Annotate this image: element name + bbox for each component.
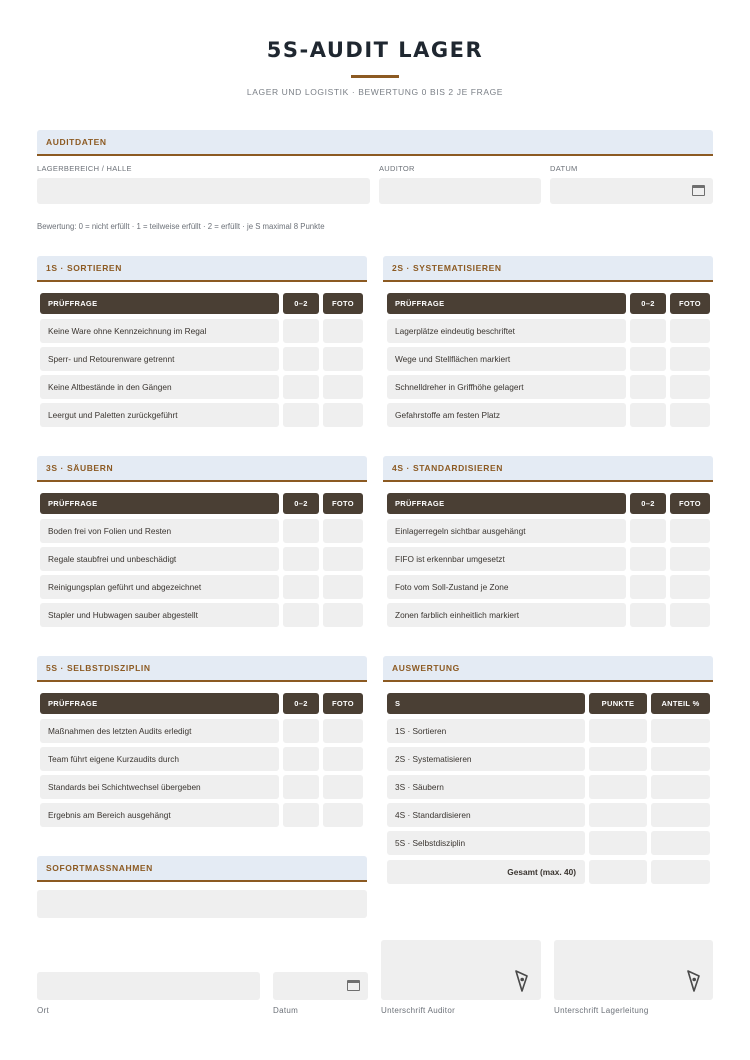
score-input[interactable] <box>630 603 666 627</box>
section-auswertung-heading: AUSWERTUNG <box>383 656 713 682</box>
anteil-field[interactable] <box>651 831 710 855</box>
anteil-total-field[interactable] <box>651 860 710 884</box>
ort-field[interactable] <box>37 972 260 1000</box>
foto-checkbox[interactable] <box>670 375 710 399</box>
score-input[interactable] <box>283 403 319 427</box>
datum-label: DATUM <box>550 164 578 173</box>
foto-checkbox[interactable] <box>670 519 710 543</box>
score-input[interactable] <box>283 519 319 543</box>
sofortmassnahmen-field[interactable] <box>37 890 367 918</box>
col-header-foto: FOTO <box>323 493 363 514</box>
anteil-field[interactable] <box>651 719 710 743</box>
title-rule <box>351 75 399 78</box>
foto-checkbox[interactable] <box>670 575 710 599</box>
auswertung-row-label: 4S · Standardisieren <box>387 803 585 827</box>
col-header-score: 0–2 <box>283 693 319 714</box>
question-cell: Leergut und Paletten zurückgeführt <box>40 403 279 427</box>
foto-checkbox[interactable] <box>323 747 363 771</box>
foto-checkbox[interactable] <box>670 547 710 571</box>
score-input[interactable] <box>630 575 666 599</box>
signature-auditor-label: Unterschrift Auditor <box>381 1006 456 1015</box>
signature-lagerleitung-box[interactable] <box>554 940 713 1000</box>
calendar-icon <box>347 980 360 991</box>
question-cell: Einlagerregeln sichtbar ausgehängt <box>387 519 626 543</box>
foto-checkbox[interactable] <box>323 347 363 371</box>
foto-checkbox[interactable] <box>323 403 363 427</box>
auswertung-total-label: Gesamt (max. 40) <box>387 860 585 884</box>
question-cell: Keine Altbestände in den Gängen <box>40 375 279 399</box>
auswertung-row-label: 3S · Säubern <box>387 775 585 799</box>
col-header-punkte: PUNKTE <box>589 693 647 714</box>
auswertung-row-label: 1S · Sortieren <box>387 719 585 743</box>
score-input[interactable] <box>283 347 319 371</box>
question-cell: Team führt eigene Kurzaudits durch <box>40 747 279 771</box>
question-cell: FIFO ist erkennbar umgesetzt <box>387 547 626 571</box>
punkte-field[interactable] <box>589 747 647 771</box>
pen-nib-icon <box>513 970 529 992</box>
col-header-score: 0–2 <box>283 293 319 314</box>
punkte-total-field[interactable] <box>589 860 647 884</box>
question-cell: Keine Ware ohne Kennzeichnung im Regal <box>40 319 279 343</box>
section-sofortmassnahmen-heading: SOFORTMASSNAHMEN <box>37 856 367 882</box>
sign-datum-field[interactable] <box>273 972 368 1000</box>
sign-datum-label: Datum <box>273 1006 299 1015</box>
col-header-prueffrage: PRÜFFRAGE <box>387 493 626 514</box>
calendar-icon <box>692 185 705 196</box>
foto-checkbox[interactable] <box>670 603 710 627</box>
section-2s-heading: 2S · SYSTEMATISIEREN <box>383 256 713 282</box>
question-cell: Gefahrstoffe am festen Platz <box>387 403 626 427</box>
anteil-field[interactable] <box>651 775 710 799</box>
col-header-foto: FOTO <box>670 493 710 514</box>
section-4s-heading: 4S · STANDARDISIEREN <box>383 456 713 482</box>
signature-lagerleitung-label: Unterschrift Lagerleitung <box>554 1006 649 1015</box>
score-input[interactable] <box>283 719 319 743</box>
section-auditdaten-heading: AUDITDATEN <box>37 130 713 156</box>
score-input[interactable] <box>283 603 319 627</box>
signature-auditor-box[interactable] <box>381 940 541 1000</box>
foto-checkbox[interactable] <box>323 319 363 343</box>
section-1s-heading: 1S · SORTIEREN <box>37 256 367 282</box>
question-cell: Schnelldreher in Griffhöhe gelagert <box>387 375 626 399</box>
auswertung-row-label: 2S · Systematisieren <box>387 747 585 771</box>
ort-label: Ort <box>37 1006 50 1015</box>
score-input[interactable] <box>630 547 666 571</box>
col-header-s: S <box>387 693 585 714</box>
foto-checkbox[interactable] <box>323 519 363 543</box>
rating-note: Bewertung: 0 = nicht erfüllt · 1 = teilweise erfüllt · 2 = erfüllt · je S maximal 8 Punkte <box>37 222 325 231</box>
punkte-field[interactable] <box>589 803 647 827</box>
anteil-field[interactable] <box>651 803 710 827</box>
foto-checkbox[interactable] <box>323 603 363 627</box>
col-header-prueffrage: PRÜFFRAGE <box>40 493 279 514</box>
anteil-field[interactable] <box>651 747 710 771</box>
question-cell: Foto vom Soll-Zustand je Zone <box>387 575 626 599</box>
auditor-label: AUDITOR <box>379 164 415 173</box>
question-cell: Reinigungsplan geführt und abgezeichnet <box>40 575 279 599</box>
question-cell: Stapler und Hubwagen sauber abgestellt <box>40 603 279 627</box>
col-header-prueffrage: PRÜFFRAGE <box>387 293 626 314</box>
col-header-foto: FOTO <box>323 293 363 314</box>
question-cell: Maßnahmen des letzten Audits erledigt <box>40 719 279 743</box>
foto-checkbox[interactable] <box>323 547 363 571</box>
score-input[interactable] <box>283 319 319 343</box>
score-input[interactable] <box>283 775 319 799</box>
punkte-field[interactable] <box>589 719 647 743</box>
col-header-prueffrage: PRÜFFRAGE <box>40 293 279 314</box>
question-cell: Regale staubfrei und unbeschädigt <box>40 547 279 571</box>
question-cell: Ergebnis am Bereich ausgehängt <box>40 803 279 827</box>
question-cell: Boden frei von Folien und Resten <box>40 519 279 543</box>
foto-checkbox[interactable] <box>670 319 710 343</box>
score-input[interactable] <box>630 403 666 427</box>
col-header-anteil: ANTEIL % <box>651 693 710 714</box>
page-title: 5S-AUDIT LAGER <box>266 38 484 62</box>
question-cell: Standards bei Schichtwechsel übergeben <box>40 775 279 799</box>
foto-checkbox[interactable] <box>670 347 710 371</box>
question-cell: Wege und Stellflächen markiert <box>387 347 626 371</box>
punkte-field[interactable] <box>589 831 647 855</box>
col-header-prueffrage: PRÜFFRAGE <box>40 693 279 714</box>
lagerbereich-field[interactable] <box>37 178 370 204</box>
score-input[interactable] <box>283 375 319 399</box>
page-subtitle: LAGER UND LOGISTIK · BEWERTUNG 0 BIS 2 JE FRAGE <box>246 87 504 97</box>
col-header-score: 0–2 <box>283 493 319 514</box>
foto-checkbox[interactable] <box>323 575 363 599</box>
col-header-score: 0–2 <box>630 493 666 514</box>
score-input[interactable] <box>630 519 666 543</box>
question-cell: Lagerplätze eindeutig beschriftet <box>387 319 626 343</box>
score-input[interactable] <box>283 803 319 827</box>
auditor-field[interactable] <box>379 178 541 204</box>
foto-checkbox[interactable] <box>670 403 710 427</box>
lagerbereich-label: LAGERBEREICH / HALLE <box>37 164 132 173</box>
foto-checkbox[interactable] <box>323 775 363 799</box>
score-input[interactable] <box>630 375 666 399</box>
question-cell: Zonen farblich einheitlich markiert <box>387 603 626 627</box>
foto-checkbox[interactable] <box>323 375 363 399</box>
foto-checkbox[interactable] <box>323 719 363 743</box>
auswertung-row-label: 5S · Selbstdisziplin <box>387 831 585 855</box>
score-input[interactable] <box>630 347 666 371</box>
col-header-score: 0–2 <box>630 293 666 314</box>
score-input[interactable] <box>283 575 319 599</box>
col-header-foto: FOTO <box>670 293 710 314</box>
section-3s-heading: 3S · SÄUBERN <box>37 456 367 482</box>
datum-field[interactable] <box>550 178 713 204</box>
score-input[interactable] <box>283 747 319 771</box>
punkte-field[interactable] <box>589 775 647 799</box>
pen-nib-icon <box>685 970 701 992</box>
foto-checkbox[interactable] <box>323 803 363 827</box>
section-5s-heading: 5S · SELBSTDISZIPLIN <box>37 656 367 682</box>
question-cell: Sperr- und Retourenware getrennt <box>40 347 279 371</box>
score-input[interactable] <box>630 319 666 343</box>
score-input[interactable] <box>283 547 319 571</box>
col-header-foto: FOTO <box>323 693 363 714</box>
